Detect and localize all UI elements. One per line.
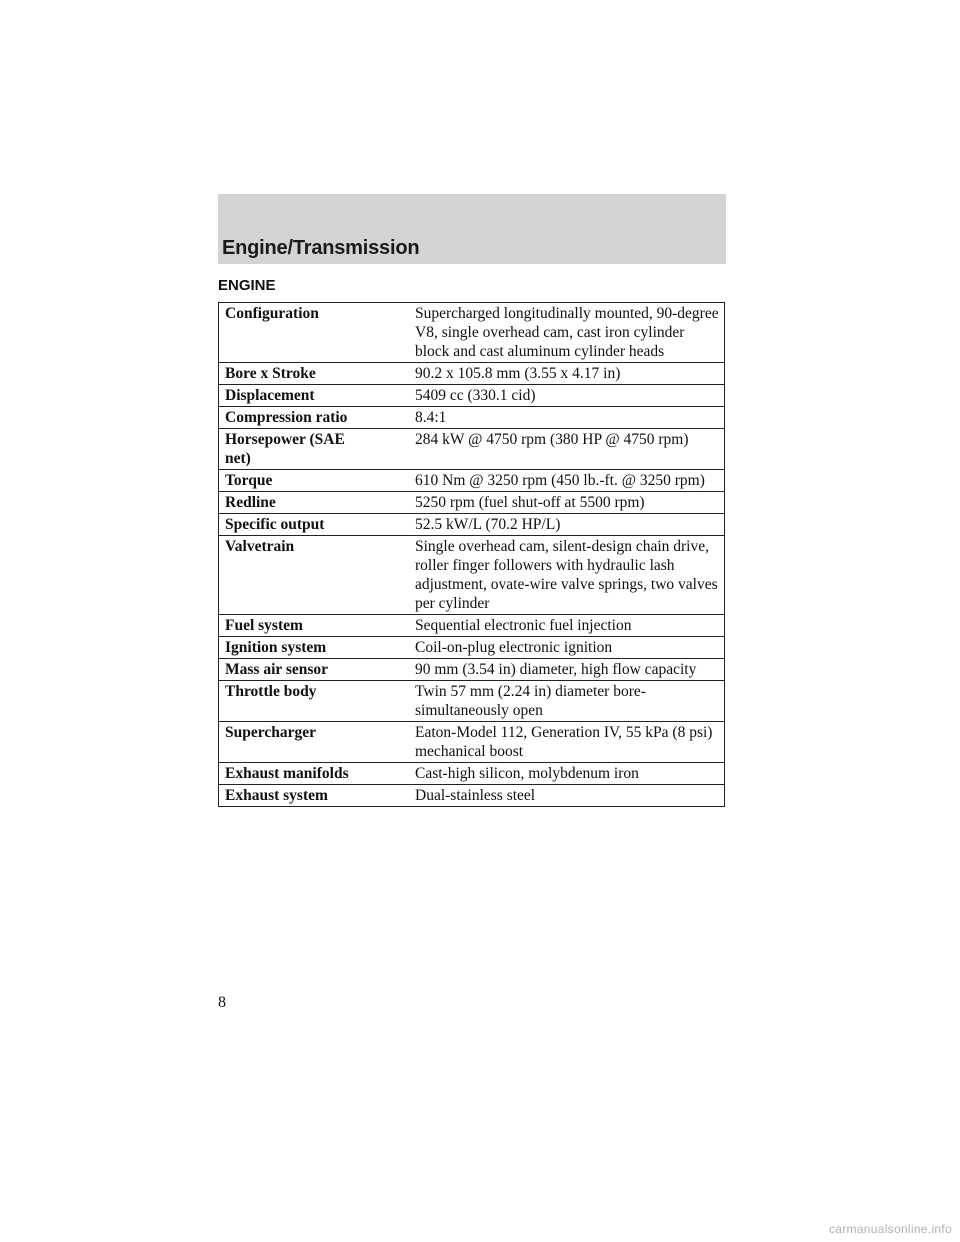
spec-row-ignition-system <box>219 637 725 659</box>
spec-value: Eaton-Model 112, Generation IV, 55 kPa (8 psi) mechanical boost <box>413 722 725 763</box>
spec-row-torque <box>219 470 725 492</box>
spec-value: 610 Nm @ 3250 rpm (450 lb.-ft. @ 3250 rpm) <box>413 470 725 492</box>
spec-row-throttle-body <box>219 681 725 722</box>
spec-label: Fuel system <box>219 615 414 637</box>
spec-label: Displacement <box>219 385 414 407</box>
footer-watermark: carmanualsonline.info <box>828 1222 952 1236</box>
spec-label: Torque <box>219 470 414 492</box>
spec-value: 90.2 x 105.8 mm (3.55 x 4.17 in) <box>413 363 725 385</box>
spec-row-exhaust-system <box>219 785 725 807</box>
engine-spec-table <box>218 302 725 807</box>
spec-value: 52.5 kW/L (70.2 HP/L) <box>413 514 725 536</box>
spec-row-supercharger <box>219 722 725 763</box>
spec-value: Supercharged longitudinally mounted, 90-degree V8, single overhead cam, cast iron cylinder block and cast aluminum cylinder heads <box>413 303 725 363</box>
spec-value: 8.4:1 <box>413 407 725 429</box>
spec-label: Throttle body <box>219 681 414 722</box>
spec-row-mass-air-sensor <box>219 659 725 681</box>
spec-row-valvetrain <box>219 536 725 615</box>
spec-row-compression-ratio <box>219 407 725 429</box>
spec-value: Sequential electronic fuel injection <box>413 615 725 637</box>
spec-row-horsepower <box>219 429 725 470</box>
spec-label: Exhaust manifolds <box>219 763 414 785</box>
spec-label: Bore x Stroke <box>219 363 414 385</box>
spec-label: Compression ratio <box>219 407 414 429</box>
spec-value: 90 mm (3.54 in) diameter, high flow capacity <box>413 659 725 681</box>
spec-label: Ignition system <box>219 637 414 659</box>
spec-value: Dual-stainless steel <box>413 785 725 807</box>
section-banner <box>218 194 726 264</box>
spec-label: Configuration <box>219 303 414 363</box>
section-title: Engine/Transmission <box>222 237 420 259</box>
spec-value: Single overhead cam, silent-design chain drive, roller finger followers with hydraulic lash adjustment, ovate-wire valve springs, two valves per cylinder <box>413 536 725 615</box>
spec-row-fuel-system <box>219 615 725 637</box>
spec-row-redline <box>219 492 725 514</box>
spec-value: 5409 cc (330.1 cid) <box>413 385 725 407</box>
spec-value: Twin 57 mm (2.24 in) diameter bore-simultaneously open <box>413 681 725 722</box>
spec-label: Specific output <box>219 514 414 536</box>
spec-row-configuration <box>219 303 725 363</box>
spec-row-specific-output <box>219 514 725 536</box>
spec-value: 284 kW @ 4750 rpm (380 HP @ 4750 rpm) <box>413 429 725 470</box>
spec-label: Mass air sensor <box>219 659 414 681</box>
spec-row-exhaust-manifolds <box>219 763 725 785</box>
spec-label: Valvetrain <box>219 536 414 615</box>
spec-label: Redline <box>219 492 414 514</box>
engine-heading: ENGINE <box>218 277 276 294</box>
spec-row-displacement <box>219 385 725 407</box>
spec-value: Cast-high silicon, molybdenum iron <box>413 763 725 785</box>
spec-label: Horsepower (SAE net) <box>219 429 414 470</box>
spec-value: Coil-on-plug electronic ignition <box>413 637 725 659</box>
spec-value: 5250 rpm (fuel shut-off at 5500 rpm) <box>413 492 725 514</box>
spec-row-bore-stroke <box>219 363 725 385</box>
page-number: 8 <box>218 994 226 1011</box>
spec-label: Exhaust system <box>219 785 414 807</box>
spec-label: Supercharger <box>219 722 414 763</box>
